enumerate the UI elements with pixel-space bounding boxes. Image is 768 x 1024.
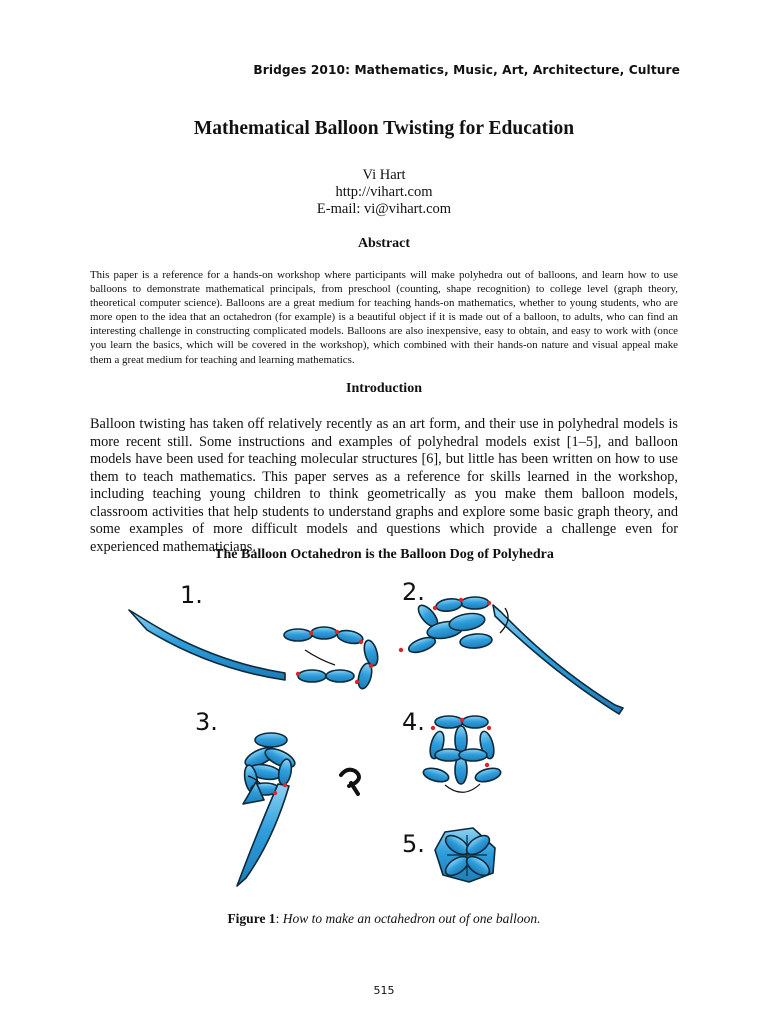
figure-caption: Figure 1: How to make an octahedron out of one balloon. xyxy=(227,911,541,926)
figure-caption-label: Figure 1 xyxy=(227,911,276,926)
abstract-heading: Abstract xyxy=(357,236,411,251)
balloon-octahedron-illustration xyxy=(115,570,675,900)
page-number: 515 xyxy=(373,984,395,997)
paper-title: Mathematical Balloon Twisting for Education xyxy=(193,118,575,139)
step-label-4: 4. xyxy=(402,708,425,736)
author-website: http://vihart.com xyxy=(335,184,433,200)
figure-heading: The Balloon Octahedron is the Balloon Dog of Polyhedra xyxy=(214,547,554,562)
step-5-octahedron xyxy=(435,828,495,882)
abstract-body: This paper is a reference for a hands-on workshop where participants will make polyhedra out of balloons, and learn how to use balloons to demonstrate mathematical principals, from preschool (counting, shape recognition) to college level (graph theory, theoretical computer science). Balloons are a great medium for teaching hands-on mathematics, whether to young students, who are more open to the idea that an octahedron (for example) is a beautiful object if it is made out of a balloon, to adults, who can find an interesting challenge in constructing complicated models. Balloons are also inexpensive, easy to obtain, and easy to work with (once you learn the basics, which will be covered in the workshop), which combined with their hands-on nature and visual appeal make them a great medium for teaching and learning mathematics. xyxy=(90,269,678,366)
step-1-balloon xyxy=(129,610,380,690)
step-label-1: 1. xyxy=(180,581,203,609)
running-header: Bridges 2010: Mathematics, Music, Art, Architecture, Culture xyxy=(253,63,680,77)
step-3-balloon xyxy=(237,733,297,886)
step-label-3: 3. xyxy=(195,708,218,736)
step-label-2: 2. xyxy=(402,578,425,606)
figure-caption-text: How to make an octahedron out of one balloon. xyxy=(282,911,541,926)
step-label-5: 5. xyxy=(402,830,425,858)
step-2-balloon xyxy=(407,597,623,714)
introduction-heading: Introduction xyxy=(346,381,422,396)
author-name: Vi Hart xyxy=(362,167,406,183)
rotate-symbol xyxy=(341,770,359,794)
introduction-body: Balloon twisting has taken off relatively recently as an art form, and their use in polyhedral models is more recent still. Some instructions and examples of polyhedral models exist [1–5], and balloon models have been used for teaching molecular structures [6], but little has been written on how to use them to teach mathematics. This paper serves as a reference for skills learned in the workshop, including teaching young children to think geometrically as you make them balloon models, classroom activities that help students to understand graphs and explore some basic graph theory, and some examples of more difficult models and questions which provide a challenge even for experienced mathematicians. xyxy=(90,416,678,555)
author-email: E-mail: vi@vihart.com xyxy=(316,201,452,217)
